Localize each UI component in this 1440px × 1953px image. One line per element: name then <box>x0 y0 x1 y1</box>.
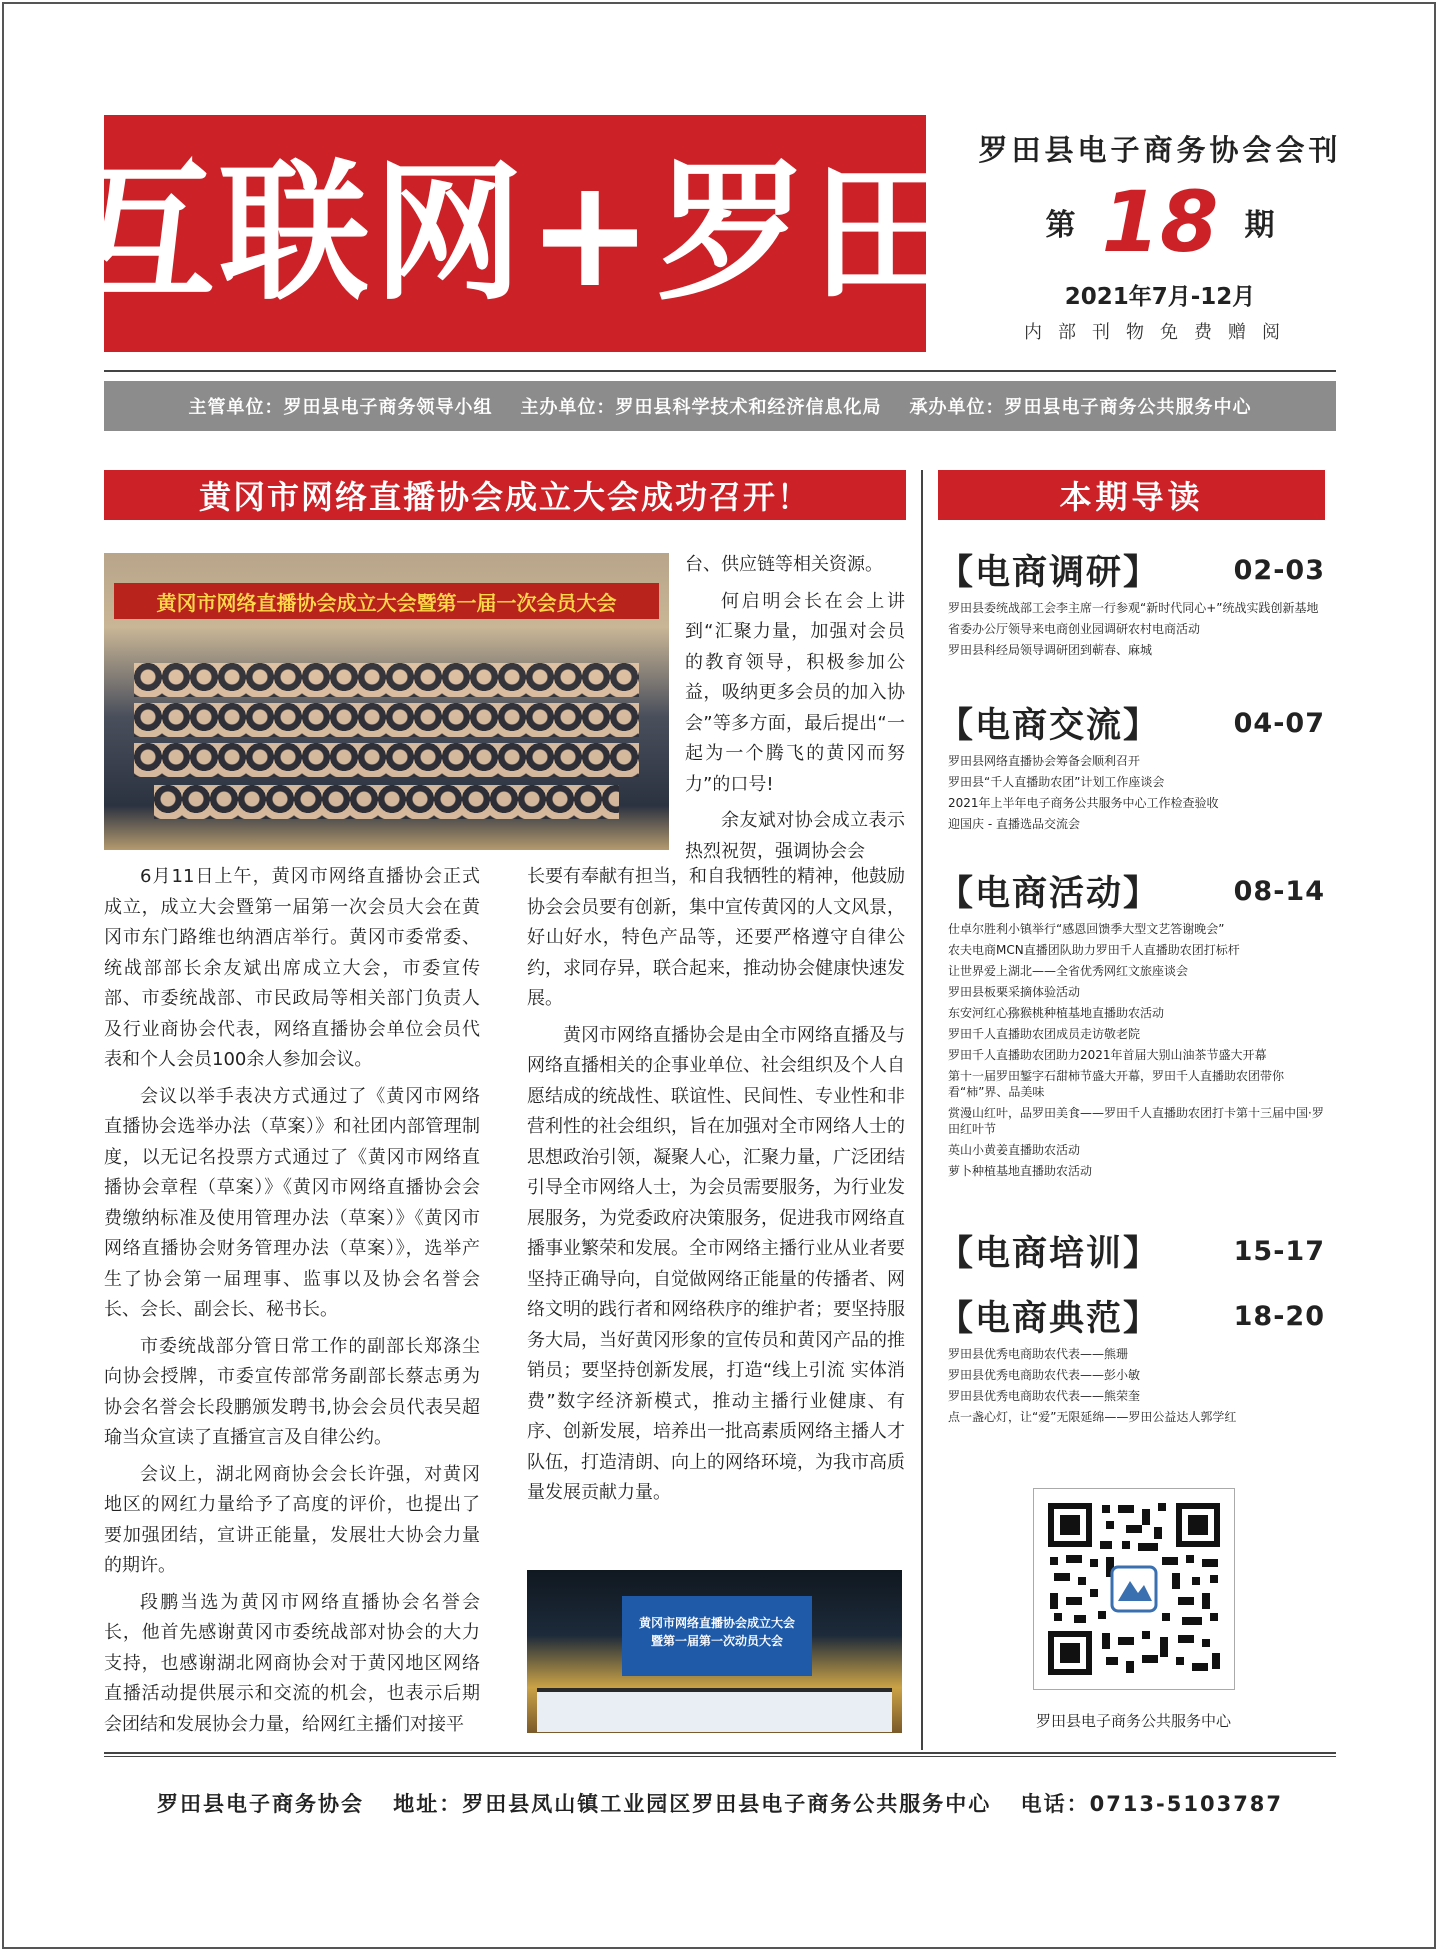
toc-item: 罗田县委统战部工会李主席一行参观“新时代同心+”统战实践创新基地 <box>948 601 1319 615</box>
toc-item: 让世界爱上湖北——全省优秀网红文旅座谈会 <box>948 964 1189 978</box>
screen-line: 黄冈市网络直播协会成立大会 <box>638 1616 795 1630</box>
meeting-group-photo <box>104 553 669 850</box>
paragraph: 段鹏当选为黄冈市网络直播协会名誉会长，他首先感谢黄冈市委统战部对协会的大力支持，也感谢湖北网商协会对于黄冈地区网络直播活动提供展示和交流的机会，也表示后期会团结和发展协会力量，给网红主播们对接平 <box>104 1591 480 1735</box>
crowd-row <box>154 785 619 819</box>
sponsor-undertaker: 承办单位：罗田县电子商务公共服务中心 <box>909 397 1252 418</box>
qr-caption: 罗田县电子商务公共服务中心 <box>1035 1712 1231 1730</box>
toc-item: 萝卜种植基地直播助农活动 <box>948 1164 1093 1178</box>
divider <box>104 370 1336 372</box>
crowd-row <box>134 703 639 737</box>
toc-item: 罗田县“千人直播助农团”计划工作座谈会 <box>948 775 1165 789</box>
toc-header: 本期导读 <box>938 470 1325 520</box>
toc-item: 罗田县优秀电商助农代表——熊荣奎 <box>948 1389 1141 1403</box>
article-column-b-top <box>685 550 905 873</box>
crowd-row <box>134 743 639 777</box>
panel-table <box>537 1688 892 1732</box>
toc-item: 罗田县板栗采摘体验活动 <box>948 985 1081 999</box>
toc-item: 省委办公厅领导来电商创业园调研农村电商活动 <box>948 622 1201 636</box>
journal-name: 罗田县电子商务协会会刊 <box>978 133 1342 167</box>
toc-section-pages: 04-07 <box>1233 707 1325 739</box>
toc-item: 点一盏心灯，让“爱”无限延绵——罗田公益达人郭学红 <box>948 1410 1237 1424</box>
masthead-title: 互联网+罗田 <box>65 146 965 321</box>
toc-item: 罗田千人直播助农团成员走访敬老院 <box>948 1027 1141 1041</box>
toc-section-exchange <box>938 698 1333 837</box>
paragraph: 余友斌对协会成立表示热烈祝贺，强调协会会 <box>685 810 905 862</box>
issue-prefix: 第 <box>1045 208 1076 243</box>
toc-section-title: 【电商交流】 <box>938 706 1161 746</box>
toc-item: 仕卓尔胜利小镇举行“感恩回馈季大型文艺答谢晚会” <box>948 922 1225 936</box>
toc-section-title: 【电商活动】 <box>938 874 1161 914</box>
paragraph: 长要有奉献有担当，和自我牺牲的精神，他鼓励协会会员要有创新，集中宣传黄冈的人文风景，好山好水，特色产品等，还要严格遵守自律公约，求同存异，联合起来，推动协会健康快速发展。 <box>527 866 905 1009</box>
toc-section-title: 【电商典范】 <box>938 1299 1161 1339</box>
meeting-stage-photo <box>527 1570 902 1733</box>
paragraph: 6月11日上午，黄冈市网络直播协会正式成立，成立大会暨第一届第一次会员大会在黄冈市东门路维也纳酒店举行。黄冈市委常委、统战部部长余友斌出席成立大会，市委宣传部、市委统战部、市民政局等相关部门负责人及行业商协会代表，网络直播协会单位会员代表和个人会员100余人参加会议。 <box>104 866 480 1070</box>
issue-date: 2021年7月-12月 <box>1064 284 1256 310</box>
qr-code-icon <box>1042 1497 1226 1681</box>
toc-item: 罗田县优秀电商助农代表——熊珊 <box>948 1347 1129 1361</box>
paragraph: 黄冈市网络直播协会是由全市网络直播及与网络直播相关的企事业单位、社会组织及个人自愿结成的统战性、联谊性、民间性、专业性和非营利性的社会组织，旨在加强对全市网络人士的思想政治引领，凝聚人心，汇聚力量，广泛团结引导全市网络人士，为会员需要服务，为行业发展服务，为党委政府决策服务，促进我市网络直播事业繁荣和发展。全市网络主播行业从业者要坚持正确导向，自觉做网络正能量的传播者、网络文明的践行者和网络秩序的维护者；要坚持服务大局，当好黄冈形象的宣传员和黄冈产品的推销员；要坚持创新发展，打造“线上引流 实体消费”数字经济新模式，推动主播行业健康、有序、创新发展，培养出一批高素质网络主播人才队伍，打造清朗、向上的网络环境，为我市高质量发展贡献力量。 <box>527 1024 905 1503</box>
issue-suffix: 期 <box>1244 208 1275 243</box>
divider <box>104 1756 1336 1757</box>
paragraph: 台、供应链等相关资源。 <box>685 554 883 575</box>
sponsor-supervisor: 主管单位：罗田县电子商务领导小组 <box>188 397 493 418</box>
toc-item: 罗田千人直播助农团助力2021年首届大别山油茶节盛大开幕 <box>948 1048 1267 1062</box>
toc-item: 罗田县优秀电商助农代表——彭小敏 <box>948 1368 1141 1382</box>
sponsor-bar <box>104 381 1336 431</box>
photo-banner-text: 黄冈市网络直播协会成立大会暨第一届一次会员大会 <box>114 583 659 619</box>
toc-section-training <box>938 1226 1333 1276</box>
toc-item: 东安河红心猕猴桃种植基地直播助农活动 <box>948 1006 1165 1020</box>
footer-address: 地址：罗田县凤山镇工业园区罗田县电子商务公共服务中心 <box>393 1792 992 1816</box>
qr-code[interactable] <box>1033 1488 1235 1690</box>
toc-item: 2021年上半年电子商务公共服务中心工作检查验收 <box>948 796 1219 810</box>
toc-item: 罗田县网络直播协会筹备会顺利召开 <box>948 754 1141 768</box>
toc-item: 罗田县科经局领导调研团到蕲春、麻城 <box>948 643 1153 657</box>
toc-item: 赏漫山红叶，品罗田美食——罗田千人直播助农团打卡第十三届中国·罗田红叶节 <box>948 1106 1324 1136</box>
column-divider <box>921 470 923 1750</box>
article-headline: 黄冈市网络直播协会成立大会成功召开！ <box>104 470 906 520</box>
crowd-row <box>134 663 639 697</box>
sponsor-organizer: 主办单位：罗田县科学技术和经济信息化局 <box>520 397 882 418</box>
toc-section-title: 【电商培训】 <box>938 1234 1161 1274</box>
divider <box>104 1752 1336 1754</box>
footer <box>104 1788 1336 1818</box>
toc-section-exemplars <box>938 1291 1333 1430</box>
toc-item: 农夫电商MCN直播团队助力罗田千人直播助农团打标杆 <box>948 943 1240 957</box>
issue-number: 18 <box>1101 173 1219 271</box>
toc-section-research <box>938 545 1333 663</box>
toc-section-pages: 15-17 <box>1233 1235 1325 1267</box>
masthead-banner <box>65 115 965 352</box>
distribution-note: 内部刊物免费赠阅 <box>1024 322 1296 343</box>
paragraph: 市委统战部分管日常工作的副部长郑涤尘向协会授牌，市委宣传部常务副部长蔡志勇为协会名誉会长段鹏颁发聘书,协会会员代表吴超瑜当众宣读了直播宣言及自律公约。 <box>104 1335 480 1448</box>
article-column-b-bottom <box>527 862 905 1515</box>
toc-item: 迎国庆 - 直播选品交流会 <box>948 817 1080 831</box>
paragraph: 会议以举手表决方式通过了《黄冈市网络直播协会选举办法（草案）》和社团内部管理制度，以无记名投票方式通过了《黄冈市网络直播协会章程（草案）》《黄冈市网络直播协会会费缴纳标准及使用管理办法（草案）》《黄冈市网络直播协会财务管理办法（草案）》，选举产生了协会第一届理事、监事以及协会名誉会长、会长、副会长、秘书长。 <box>104 1085 480 1320</box>
toc-item: 第十一届罗田錾字石甜柿节盛大开幕，罗田千人直播助农团带你看“柿”界、品美味 <box>948 1069 1285 1099</box>
paragraph: 会议上，湖北网商协会会长许强，对黄冈地区的网红力量给予了高度的评价，也提出了要加强团结，宣讲正能量，发展壮大协会力量的期许。 <box>104 1463 480 1576</box>
toc-section-title: 【电商调研】 <box>938 553 1161 593</box>
toc-section-activities <box>938 866 1333 1184</box>
stage-screen <box>622 1596 812 1676</box>
toc-section-pages: 02-03 <box>1233 554 1325 586</box>
toc-section-pages: 18-20 <box>1233 1300 1325 1332</box>
screen-line: 暨第一届第一次动员大会 <box>650 1634 783 1648</box>
footer-phone: 电话：0713-5103787 <box>1020 1792 1284 1816</box>
paragraph: 何启明会长在会上讲到“汇聚力量，加强对会员的教育领导，积极参加公益，吸纳更多会员的加入协会”等多方面，最后提出“一起为一个腾飞的黄冈而努力”的口号! <box>685 590 905 795</box>
article-column-a <box>104 862 480 1746</box>
issue-line <box>930 173 1390 271</box>
toc-item: 英山小黄姜直播助农活动 <box>948 1143 1081 1157</box>
toc-section-pages: 08-14 <box>1233 875 1325 907</box>
footer-org: 罗田县电子商务协会 <box>156 1792 364 1816</box>
